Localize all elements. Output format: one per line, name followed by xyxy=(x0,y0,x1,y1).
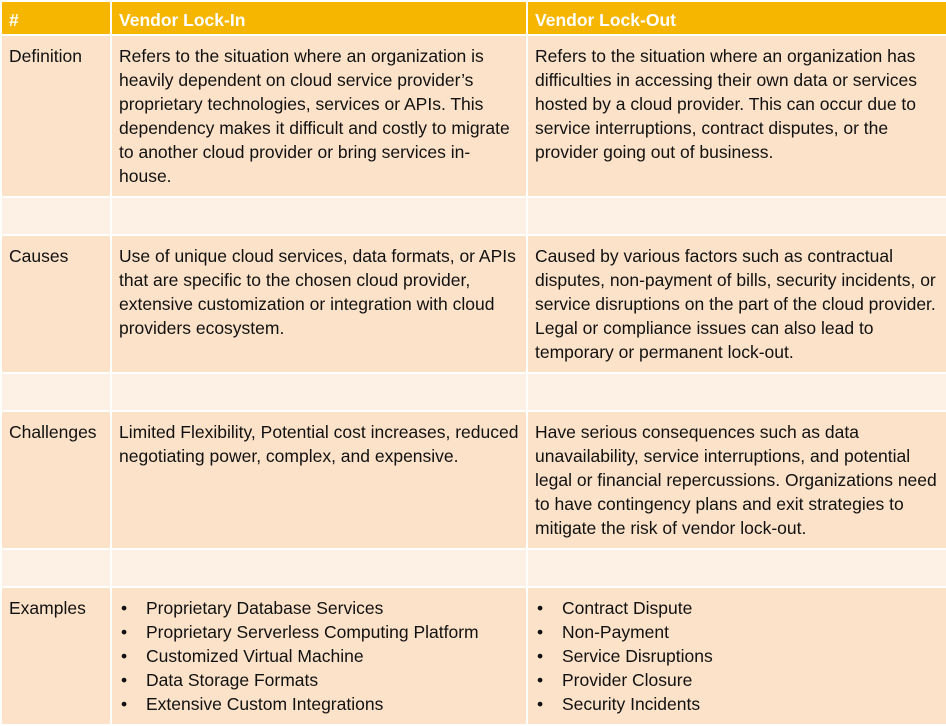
lock-in-cell: Use of unique cloud services, data formats, or APIs that are specific to the chosen cloud provider, extensive customization or integration with cloud providers ecosystem. xyxy=(111,235,527,373)
row-causes xyxy=(1,235,946,373)
spacer-cell xyxy=(527,197,946,235)
spacer-cell xyxy=(1,197,111,235)
row-label: Challenges xyxy=(1,411,111,549)
row-label: Definition xyxy=(1,35,111,197)
lock-out-cell: Refers to the situation where an organization has difficulties in accessing their own data or services hosted by a cloud provider. This can occur due to service interruptions, contract disputes, or the provider going out of business. xyxy=(527,35,946,197)
lock-out-cell: Have serious consequences such as data unavailability, service interruptions, and potential legal or financial repercussions. Organizations need to have contingency plans and exit strategies to mitigate the risk of vendor lock-out. xyxy=(527,411,946,549)
list-item: • Extensive Custom Integrations xyxy=(119,692,520,716)
spacer-row xyxy=(1,197,946,235)
spacer-cell xyxy=(111,197,527,235)
row-examples xyxy=(1,587,946,725)
row-label: Examples xyxy=(1,587,111,725)
list-item: • Provider Closure xyxy=(535,668,940,692)
spacer-row xyxy=(1,373,946,411)
list-item: • Proprietary Database Services xyxy=(119,596,520,620)
lock-in-example-list xyxy=(119,596,520,716)
row-definition xyxy=(1,35,946,197)
header-row xyxy=(1,1,946,35)
spacer-cell xyxy=(111,549,527,587)
list-item: • Non-Payment xyxy=(535,620,940,644)
row-label: Causes xyxy=(1,235,111,373)
header-vendor-lock-in: Vendor Lock-In xyxy=(111,1,527,35)
lock-in-cell: Limited Flexibility, Potential cost increases, reduced negotiating power, complex, and expensive. xyxy=(111,411,527,549)
list-item: • Proprietary Serverless Computing Platform xyxy=(119,620,520,644)
lock-out-example-list xyxy=(535,596,940,716)
spacer-cell xyxy=(527,373,946,411)
list-item: • Contract Dispute xyxy=(535,596,940,620)
header-vendor-lock-out: Vendor Lock-Out xyxy=(527,1,946,35)
row-challenges xyxy=(1,411,946,549)
header-number: # xyxy=(1,1,111,35)
lock-in-cell: Refers to the situation where an organization is heavily dependent on cloud service provider’s proprietary technologies, services or APIs. This dependency makes it difficult and costly to migrate to another cloud provider or bring services in-house. xyxy=(111,35,527,197)
lock-out-examples xyxy=(527,587,946,725)
spacer-cell xyxy=(527,549,946,587)
spacer-cell xyxy=(111,373,527,411)
spacer-row xyxy=(1,549,946,587)
list-item: • Security Incidents xyxy=(535,692,940,716)
spacer-cell xyxy=(1,373,111,411)
list-item: • Customized Virtual Machine xyxy=(119,644,520,668)
list-item: • Service Disruptions xyxy=(535,644,940,668)
list-item: • Data Storage Formats xyxy=(119,668,520,692)
lock-out-cell: Caused by various factors such as contractual disputes, non-payment of bills, security incidents, or service disruptions on the part of the cloud provider. Legal or compliance issues can also lead to temporary or permanent lock-out. xyxy=(527,235,946,373)
spacer-cell xyxy=(1,549,111,587)
lock-in-examples xyxy=(111,587,527,725)
